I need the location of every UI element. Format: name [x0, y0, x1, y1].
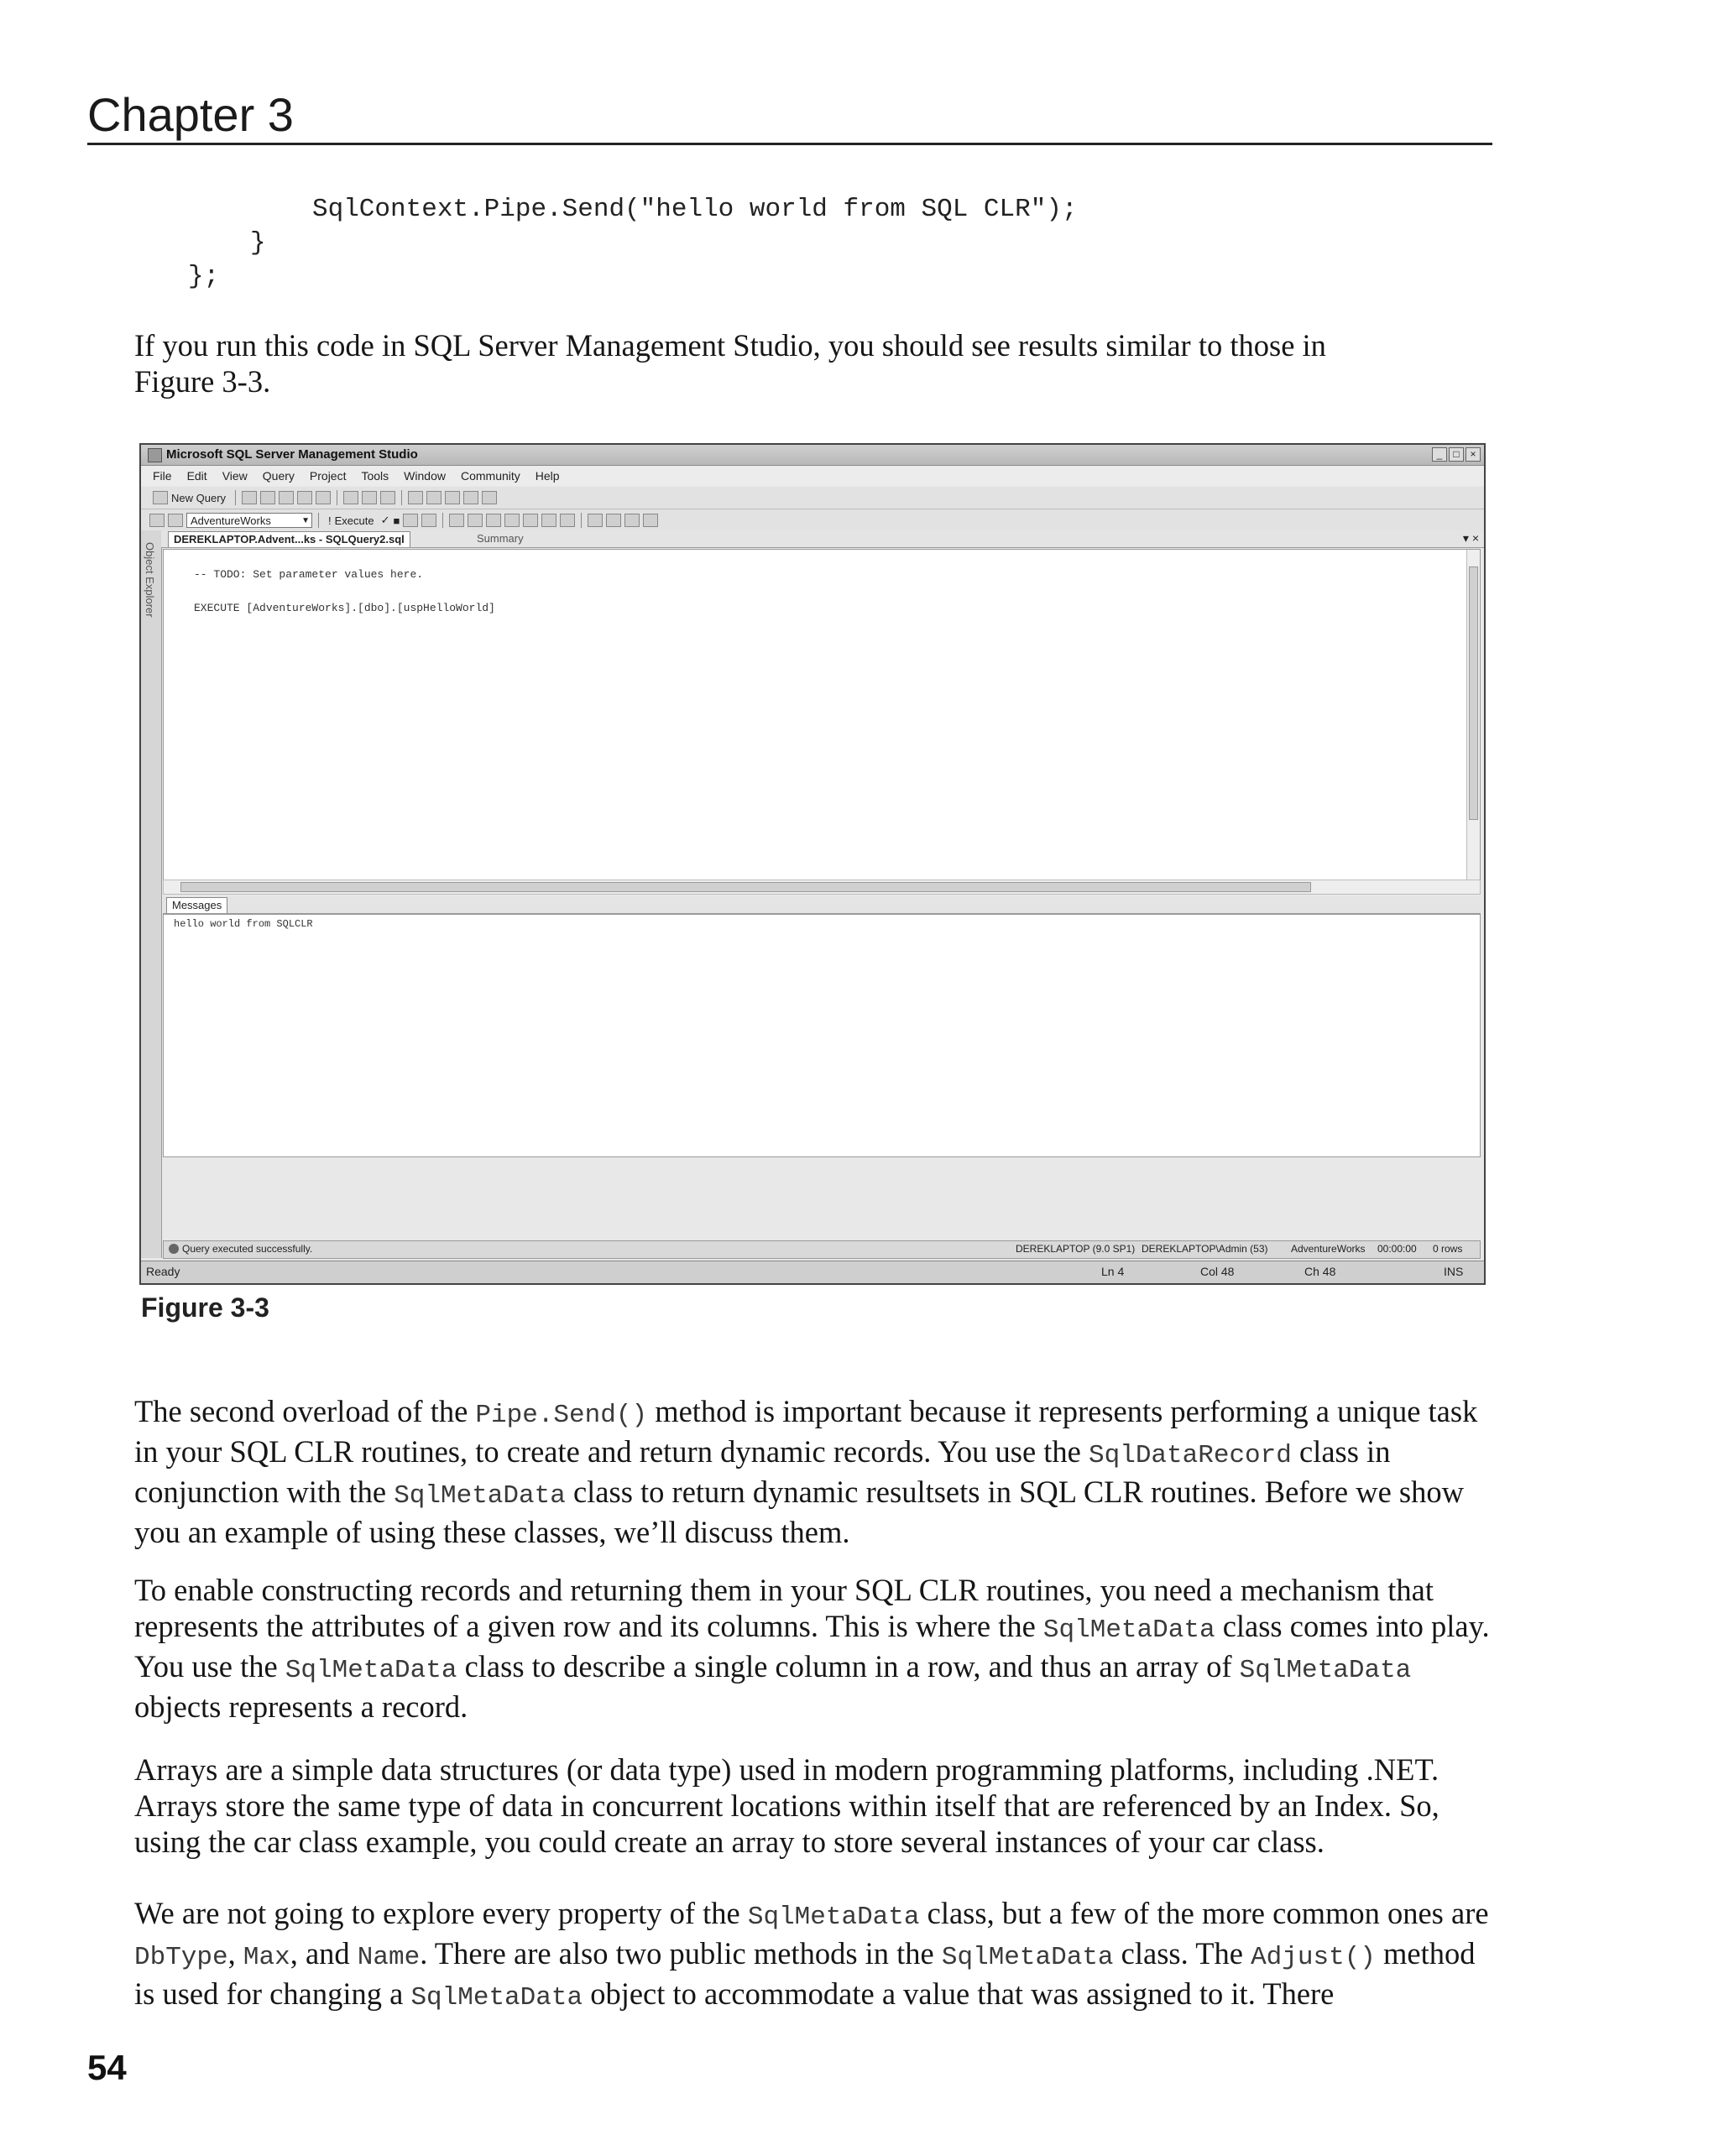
ssms-screenshot [139, 443, 1486, 1285]
menu-query[interactable]: Query [262, 469, 295, 483]
code-inline: Max [243, 1943, 290, 1972]
query-status-bar [163, 1240, 1481, 1259]
chapter-heading: Chapter 3 [87, 88, 294, 141]
status-user: DEREKLAPTOP\Admin (53) [1142, 1243, 1268, 1255]
execute-button[interactable] [325, 514, 378, 527]
status-database: AdventureWorks [1291, 1243, 1366, 1255]
message-output: hello world from SQLCLR [174, 918, 313, 930]
menu-help[interactable]: Help [535, 469, 560, 483]
toolbar-icon[interactable] [279, 491, 294, 504]
toolbar-icon[interactable] [426, 491, 442, 504]
toolbar-icon[interactable] [316, 491, 331, 504]
toolbar-icon[interactable] [468, 514, 483, 527]
menu-bar [141, 466, 1484, 486]
database-select-value: AdventureWorks [191, 514, 271, 527]
minimize-icon[interactable]: _ [1432, 447, 1447, 462]
menu-tools[interactable]: Tools [361, 469, 389, 483]
page-number: 54 [87, 2048, 127, 2087]
query-status-message: Query executed successfully. [182, 1243, 313, 1255]
menu-project[interactable]: Project [309, 469, 347, 483]
menu-window[interactable]: Window [404, 469, 446, 483]
code-line: SqlContext.Pipe.Send("hello world from SQL CLR"); [312, 195, 1078, 224]
paragraph: Arrays are a simple data structures (or data type) used in modern programming platforms, including .NET. Arrays store the same type of data in concurrent locations within itself that are referenced by an Index. So, using the car class example, you could create an array to store several instances of your car class. [134, 1752, 1439, 1859]
new-query-button[interactable] [149, 491, 229, 504]
code-inline: Name [357, 1943, 421, 1972]
chevron-down-icon: ▼ [301, 516, 310, 525]
status-line: Ln 4 [1101, 1265, 1125, 1278]
code-inline: SqlMetaData [1042, 1616, 1215, 1645]
toolbar-icon[interactable] [486, 514, 501, 527]
code-inline: SqlMetaData [747, 1903, 920, 1932]
open-icon[interactable] [343, 491, 358, 504]
code-inline: SqlDataRecord [1089, 1441, 1292, 1470]
status-rows: 0 rows [1433, 1243, 1463, 1255]
window-title: Microsoft SQL Server Management Studio [166, 447, 418, 462]
new-query-label: New Query [171, 491, 227, 504]
toolbar-icon[interactable] [449, 514, 464, 527]
object-explorer-strip[interactable] [141, 530, 162, 1258]
execute-label: Execute [334, 514, 374, 527]
toolbar-icon[interactable] [541, 514, 556, 527]
editor-vertical-scrollbar[interactable] [1466, 550, 1480, 880]
maximize-icon[interactable]: □ [1449, 447, 1464, 462]
parse-icon[interactable]: ✓ [380, 514, 390, 526]
toolbar-icon[interactable] [523, 514, 538, 527]
toolbar-icon[interactable] [297, 491, 312, 504]
toolbar-icon[interactable] [445, 491, 460, 504]
standard-toolbar [141, 487, 1484, 509]
intro-line-2: Figure 3-3. [134, 364, 271, 399]
intro-line-1: If you run this code in SQL Server Management Studio, you should see results similar to those in [134, 328, 1326, 363]
menu-file[interactable]: File [153, 469, 172, 483]
toolbar-icon[interactable] [504, 514, 520, 527]
code-line: } [250, 228, 266, 258]
editor-line: EXECUTE [AdventureWorks].[dbo].[uspHelloWorld] [194, 602, 495, 614]
status-server: DEREKLAPTOP (9.0 SP1) [1016, 1243, 1136, 1255]
toolbar-icon[interactable] [408, 491, 423, 504]
menu-community[interactable]: Community [460, 469, 520, 483]
toolbar-icon[interactable] [463, 491, 478, 504]
status-ready: Ready [146, 1265, 180, 1278]
database-select[interactable] [186, 513, 312, 528]
code-line: }; [188, 262, 220, 291]
toolbar-icon[interactable] [242, 491, 257, 504]
outdent-icon[interactable] [643, 514, 658, 527]
editor-horizontal-scrollbar[interactable] [163, 880, 1481, 895]
code-inline: SqlMetaData [285, 1656, 457, 1685]
code-inline: Adjust() [1251, 1943, 1376, 1972]
query-toolbar [141, 509, 1484, 532]
figure-caption: Figure 3-3 [141, 1292, 269, 1323]
menu-edit[interactable]: Edit [186, 469, 207, 483]
toolbar-icon[interactable] [560, 514, 575, 527]
status-elapsed: 00:00:00 [1377, 1243, 1417, 1255]
code-inline: SqlMetaData [1239, 1656, 1412, 1685]
close-icon[interactable]: × [1466, 447, 1481, 462]
status-insert-mode: INS [1444, 1265, 1464, 1278]
close-document-icon[interactable]: ▾ × [1462, 531, 1479, 545]
app-icon [148, 448, 162, 462]
toolbar-icon[interactable] [403, 514, 418, 527]
toolbar-icon[interactable] [482, 491, 497, 504]
status-column: Col 48 [1200, 1265, 1235, 1278]
results-tabs [163, 896, 1481, 914]
code-inline: DbType [134, 1943, 228, 1972]
header-rule [87, 143, 1492, 145]
status-char: Ch 48 [1304, 1265, 1336, 1278]
menu-view[interactable]: View [222, 469, 248, 483]
code-inline: Pipe.Send() [475, 1401, 648, 1430]
save-all-icon[interactable] [380, 491, 395, 504]
indent-icon[interactable] [624, 514, 640, 527]
tab-summary[interactable]: Summary [477, 532, 524, 545]
paragraph: We are not going to explore every property of the SqlMetaData class, but a few of the more common ones are DbType, Max, and Name. There are also two public methods in the SqlMetaData class. The Adjust() method is used for changing a SqlMetaData object to accommodate a value that was assigned to it. There [134, 1896, 1489, 2012]
save-icon[interactable] [362, 491, 377, 504]
app-status-bar [141, 1261, 1484, 1283]
connect-icon[interactable] [149, 514, 165, 527]
tab-messages[interactable]: Messages [166, 897, 227, 913]
execute-icon: ! [328, 514, 332, 527]
tab-query-document[interactable]: DEREKLAPTOP.Advent...ks - SQLQuery2.sql [168, 531, 410, 547]
document-tabs [161, 530, 1484, 548]
toolbar-icon[interactable] [588, 514, 603, 527]
object-explorer-label: Object Explorer [144, 542, 156, 618]
success-icon [169, 1244, 179, 1254]
intro-paragraph [134, 327, 1502, 399]
editor-line: -- TODO: Set parameter values here. [194, 568, 424, 581]
query-editor[interactable] [163, 549, 1481, 880]
paragraph: To enable constructing records and returning them in your SQL CLR routines, you need a mechanism that represents the attributes of a given row and its columns. This is where the SqlMetaData class comes into play. You use the SqlMetaData class to describe a single column in a row, and thus an array of SqlMetaData objects represents a record. [134, 1573, 1490, 1724]
cancel-query-icon[interactable]: ■ [393, 514, 400, 527]
toolbar-icon[interactable] [421, 514, 436, 527]
change-connection-icon[interactable] [168, 514, 183, 527]
code-inline: SqlMetaData [941, 1943, 1114, 1972]
code-inline: SqlMetaData [394, 1481, 566, 1511]
new-query-icon [153, 491, 168, 504]
window-titlebar [141, 445, 1484, 466]
messages-pane [163, 914, 1481, 1157]
code-inline: SqlMetaData [410, 1983, 583, 2012]
toolbar-icon[interactable] [260, 491, 275, 504]
toolbar-icon[interactable] [606, 514, 621, 527]
paragraph: The second overload of the Pipe.Send() method is important because it represents performing a unique task in your SQL CLR routines, to create and return dynamic records. You use the SqlDataRecord class in conjunction with the SqlMetaData class to return dynamic resultsets in SQL CLR routines. Before we show you an example of using these classes, we’ll discuss them. [134, 1394, 1478, 1549]
